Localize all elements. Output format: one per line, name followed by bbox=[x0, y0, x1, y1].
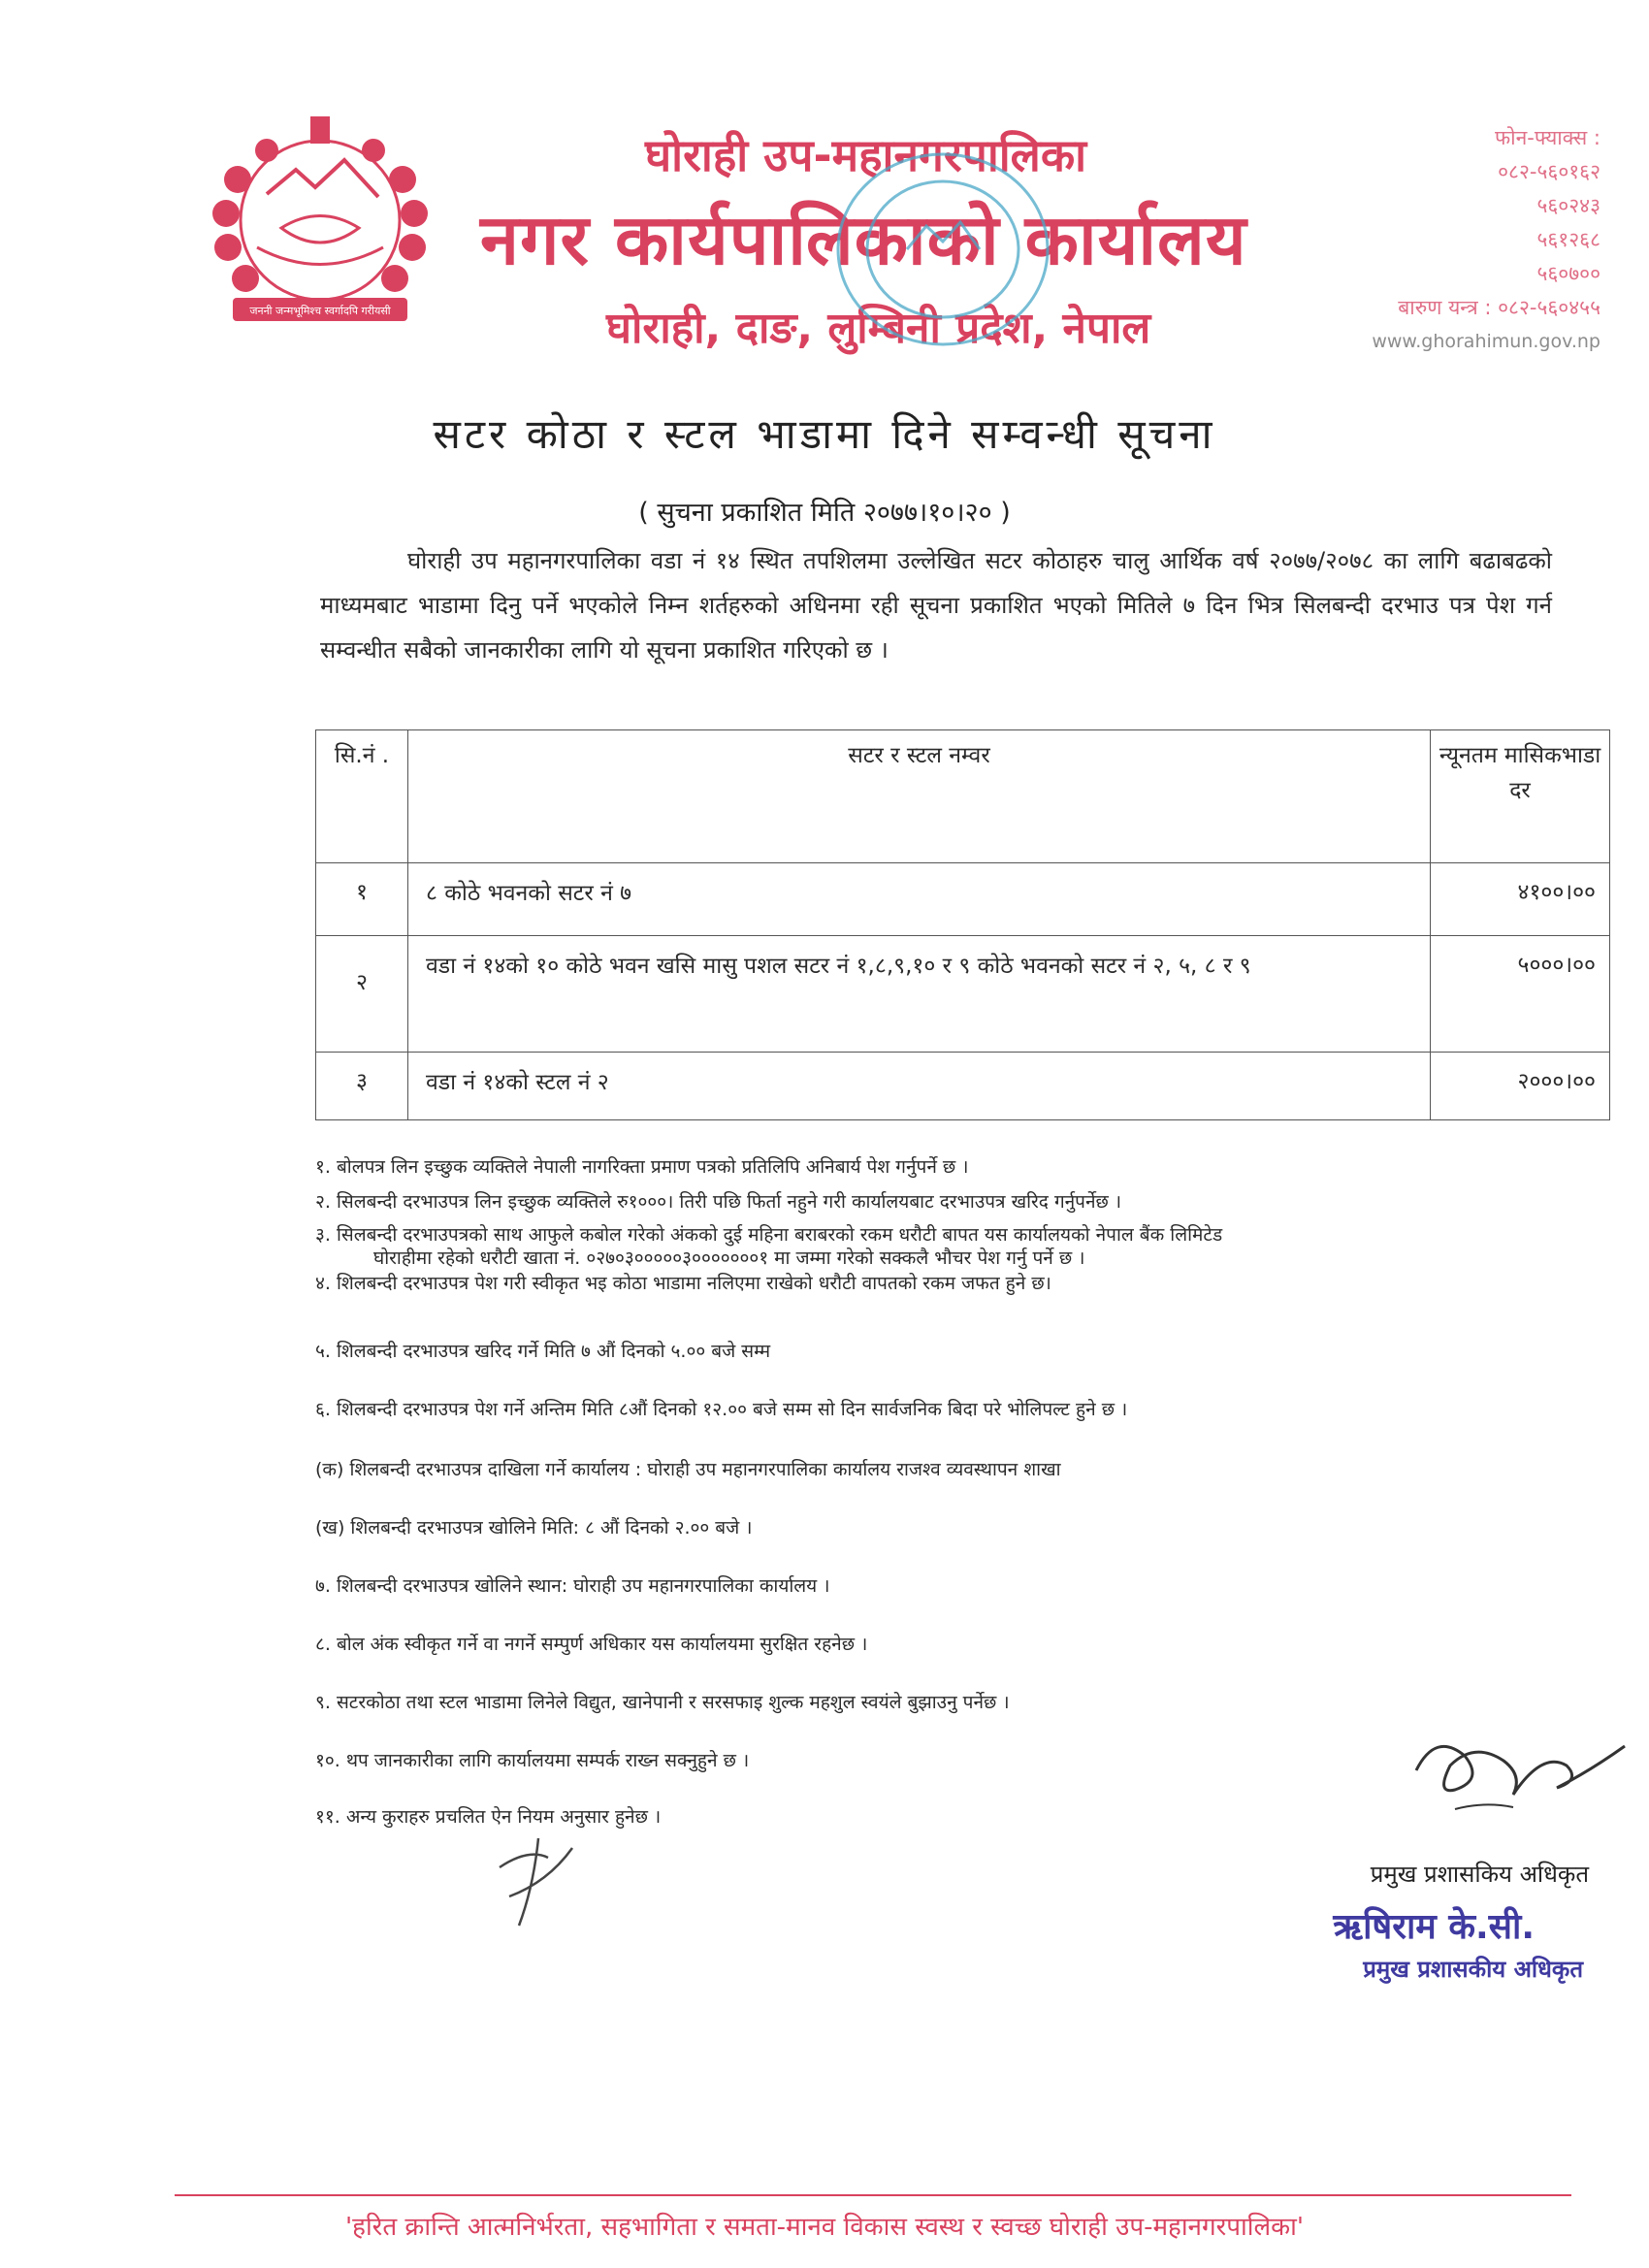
row-serial: ३ bbox=[316, 1053, 408, 1120]
condition-item: २. सिलबन्दी दरभाउपत्र लिन इच्छुक व्यक्तिले रु१०००। तिरी पछि फिर्ता नहुने गरी कार्यालयबाट दरभाउपत्र खरिद गर्नुपर्नेछ । bbox=[315, 1191, 1122, 1213]
notice-intro: घोराही उप महानगरपालिका वडा नं १४ स्थित तपशिलमा उल्लेखित सटर कोठाहरु चालु आर्थिक वर्ष २०७७/२०७८ का लागि बढाबढको माध्यमबाट भाडामा दिनु पर्ने भएकोले निम्न शर्तहरुको अधिनमा रही सूचना प्रकाशित भएको मितिले ७ दिन भित्र सिलबन्दी दरभाउ पत्र पेश गर्न सम्वन्धीत सबैको जानकारीका लागि यो सूचना प्रकाशित गरिएको छ । bbox=[320, 547, 1552, 664]
condition-item: ८. बोल अंक स्वीकृत गर्ने वा नगर्ने सम्पुर्ण अधिकार यस कार्यालयमा सुरक्षित रहनेछ । bbox=[315, 1634, 868, 1655]
condition-item: ११. अन्य कुराहरु प्रचलित ऐन नियम अनुसार हुनेछ । bbox=[315, 1806, 662, 1828]
emblem-caption: जननी जन्मभूमिश्च स्वर्गादपि गरीयसी bbox=[249, 305, 391, 317]
condition-item: ४. शिलबन्दी दरभाउपत्र पेश गरी स्वीकृत भइ कोठा भाडामा नलिएमा राखेको धरौटी वापतको रकम जफत हुने छ। bbox=[315, 1273, 1051, 1294]
condition-item: ५. शिलबन्दी दरभाउपत्र खरिद गर्ने मिति ७ औं दिनको ५.०० बजे सम्म bbox=[315, 1341, 771, 1362]
officer-stamp-title: प्रमुख प्रशासकीय अधिकृत bbox=[1363, 1956, 1583, 1983]
phone-number: ५६०२४३ bbox=[1536, 194, 1600, 217]
officer-designation: प्रमुख प्रशासकिय अधिकृत bbox=[1370, 1861, 1589, 1888]
header-rate: न्यूनतम मासिकभाडा दर bbox=[1431, 730, 1610, 863]
phone-number: ५६०७०० bbox=[1536, 262, 1600, 285]
publication-date: ( सुचना प्रकाशित मिति २०७७।१०।२० ) bbox=[638, 498, 1011, 528]
website-link[interactable]: www.ghorahimun.gov.np bbox=[1372, 331, 1600, 352]
row-rate: ५०००।०० bbox=[1431, 936, 1610, 1053]
table-header-row bbox=[316, 730, 1610, 863]
fire-service-number: बारुण यन्त्र : ०८२-५६०४५५ bbox=[1398, 296, 1600, 319]
rental-table bbox=[315, 729, 1610, 1120]
condition-item: ७. शिलबन्दी दरभाउपत्र खोलिने स्थान: घोराही उप महानगरपालिका कार्यालय । bbox=[315, 1575, 830, 1597]
row-item: ८ कोठे भवनको सटर नं ७ bbox=[408, 863, 1431, 936]
row-serial: १ bbox=[316, 863, 408, 936]
condition-item: १. बोलपत्र लिन इच्छुक व्यक्तिले नेपाली नागरिक्ता प्रमाण पत्रको प्रतिलिपि अनिबार्य पेश गर्नुपर्ने छ । bbox=[315, 1156, 969, 1178]
municipality-name: घोराही उप-महानगरपालिका bbox=[645, 129, 1087, 181]
footer-divider bbox=[175, 2194, 1571, 2196]
nepal-emblem-icon bbox=[199, 112, 441, 325]
contact-block bbox=[1372, 121, 1600, 359]
table-row bbox=[316, 936, 1610, 1053]
table-row bbox=[316, 863, 1610, 936]
condition-item: घोराहीमा रहेको धरौटी खाता नं. ०२७०३०००००३०००००००१ मा जम्मा गरेको सक्कलै भौचर पेश गर्नु पर्ने छ । bbox=[373, 1247, 1085, 1269]
condition-item: ९. सटरकोठा तथा स्टल भाडामा लिनेले विद्युत, खानेपानी र सरसफाइ शुल्क महशुल स्वयंले बुझाउनु पर्नेछ । bbox=[315, 1692, 1010, 1713]
office-address: घोराही, दाङ, लुम्बिनी प्रदेश, नेपाल bbox=[606, 304, 1151, 353]
office-name: नगर कार्यपालिकाको कार्यालय bbox=[480, 199, 1247, 280]
notice-title: सटर कोठा र स्टल भाडामा दिने सम्वन्धी सूचना bbox=[433, 410, 1216, 458]
condition-item: ६. शिलबन्दी दरभाउपत्र पेश गर्ने अन्तिम मिति ८औं दिनको १२.०० बजे सम्म सो दिन सार्वजनिक बिदा परे भोलिपल्ट हुने छ । bbox=[315, 1399, 1128, 1420]
header-serial: सि.नं . bbox=[316, 730, 408, 863]
footer-motto: 'हरित क्रान्ति आत्मनिर्भरता, सहभागिता र समता-मानव विकास स्वस्थ र स्वच्छ घोराही उप-महानगरपालिका' bbox=[345, 2213, 1304, 2242]
row-serial: २ bbox=[316, 936, 408, 1053]
row-item: वडा नं १४को स्टल नं २ bbox=[408, 1053, 1431, 1120]
officer-name: ऋषिराम के.सी. bbox=[1333, 1907, 1535, 1947]
phone-number: ५६१२६८ bbox=[1536, 228, 1600, 251]
row-item: वडा नं १४को १० कोठे भवन खसि मासु पशल सटर नं १,८,९,१० र ९ कोठे भवनको सटर नं २, ५, ८ र ९ bbox=[408, 936, 1431, 1053]
officer-signature-icon bbox=[1397, 1712, 1630, 1824]
table-row bbox=[316, 1053, 1610, 1120]
header-item: सटर र स्टल नम्वर bbox=[408, 730, 1431, 863]
condition-item: (क) शिलबन्दी दरभाउपत्र दाखिला गर्ने कार्यालय : घोराही उप महानगरपालिका कार्यालय राजश्व व्यवस्थापन शाखा bbox=[315, 1459, 1061, 1480]
initial-signature-icon bbox=[480, 1829, 587, 1935]
phone-fax-label: फोन-फ्याक्स : bbox=[1494, 126, 1600, 149]
row-rate: ४१००।०० bbox=[1431, 863, 1610, 936]
office-seal-icon bbox=[824, 141, 1062, 364]
condition-item: (ख) शिलबन्दी दरभाउपत्र खोलिने मिति: ८ औं दिनको २.०० बजे । bbox=[315, 1517, 753, 1539]
condition-item: १०. थप जानकारीका लागि कार्यालयमा सम्पर्क राख्न सक्नुहुने छ । bbox=[315, 1750, 750, 1771]
row-rate: २०००।०० bbox=[1431, 1053, 1610, 1120]
phone-number: ०८२-५६०१६२ bbox=[1498, 160, 1600, 183]
condition-item: ३. सिलबन्दी दरभाउपत्रको साथ आफुले कबोल गरेको अंकको दुई महिना बराबरको रकम धरौटी बापत यस कार्यालयको नेपाल बैंक लिमिटेड bbox=[315, 1224, 1223, 1246]
